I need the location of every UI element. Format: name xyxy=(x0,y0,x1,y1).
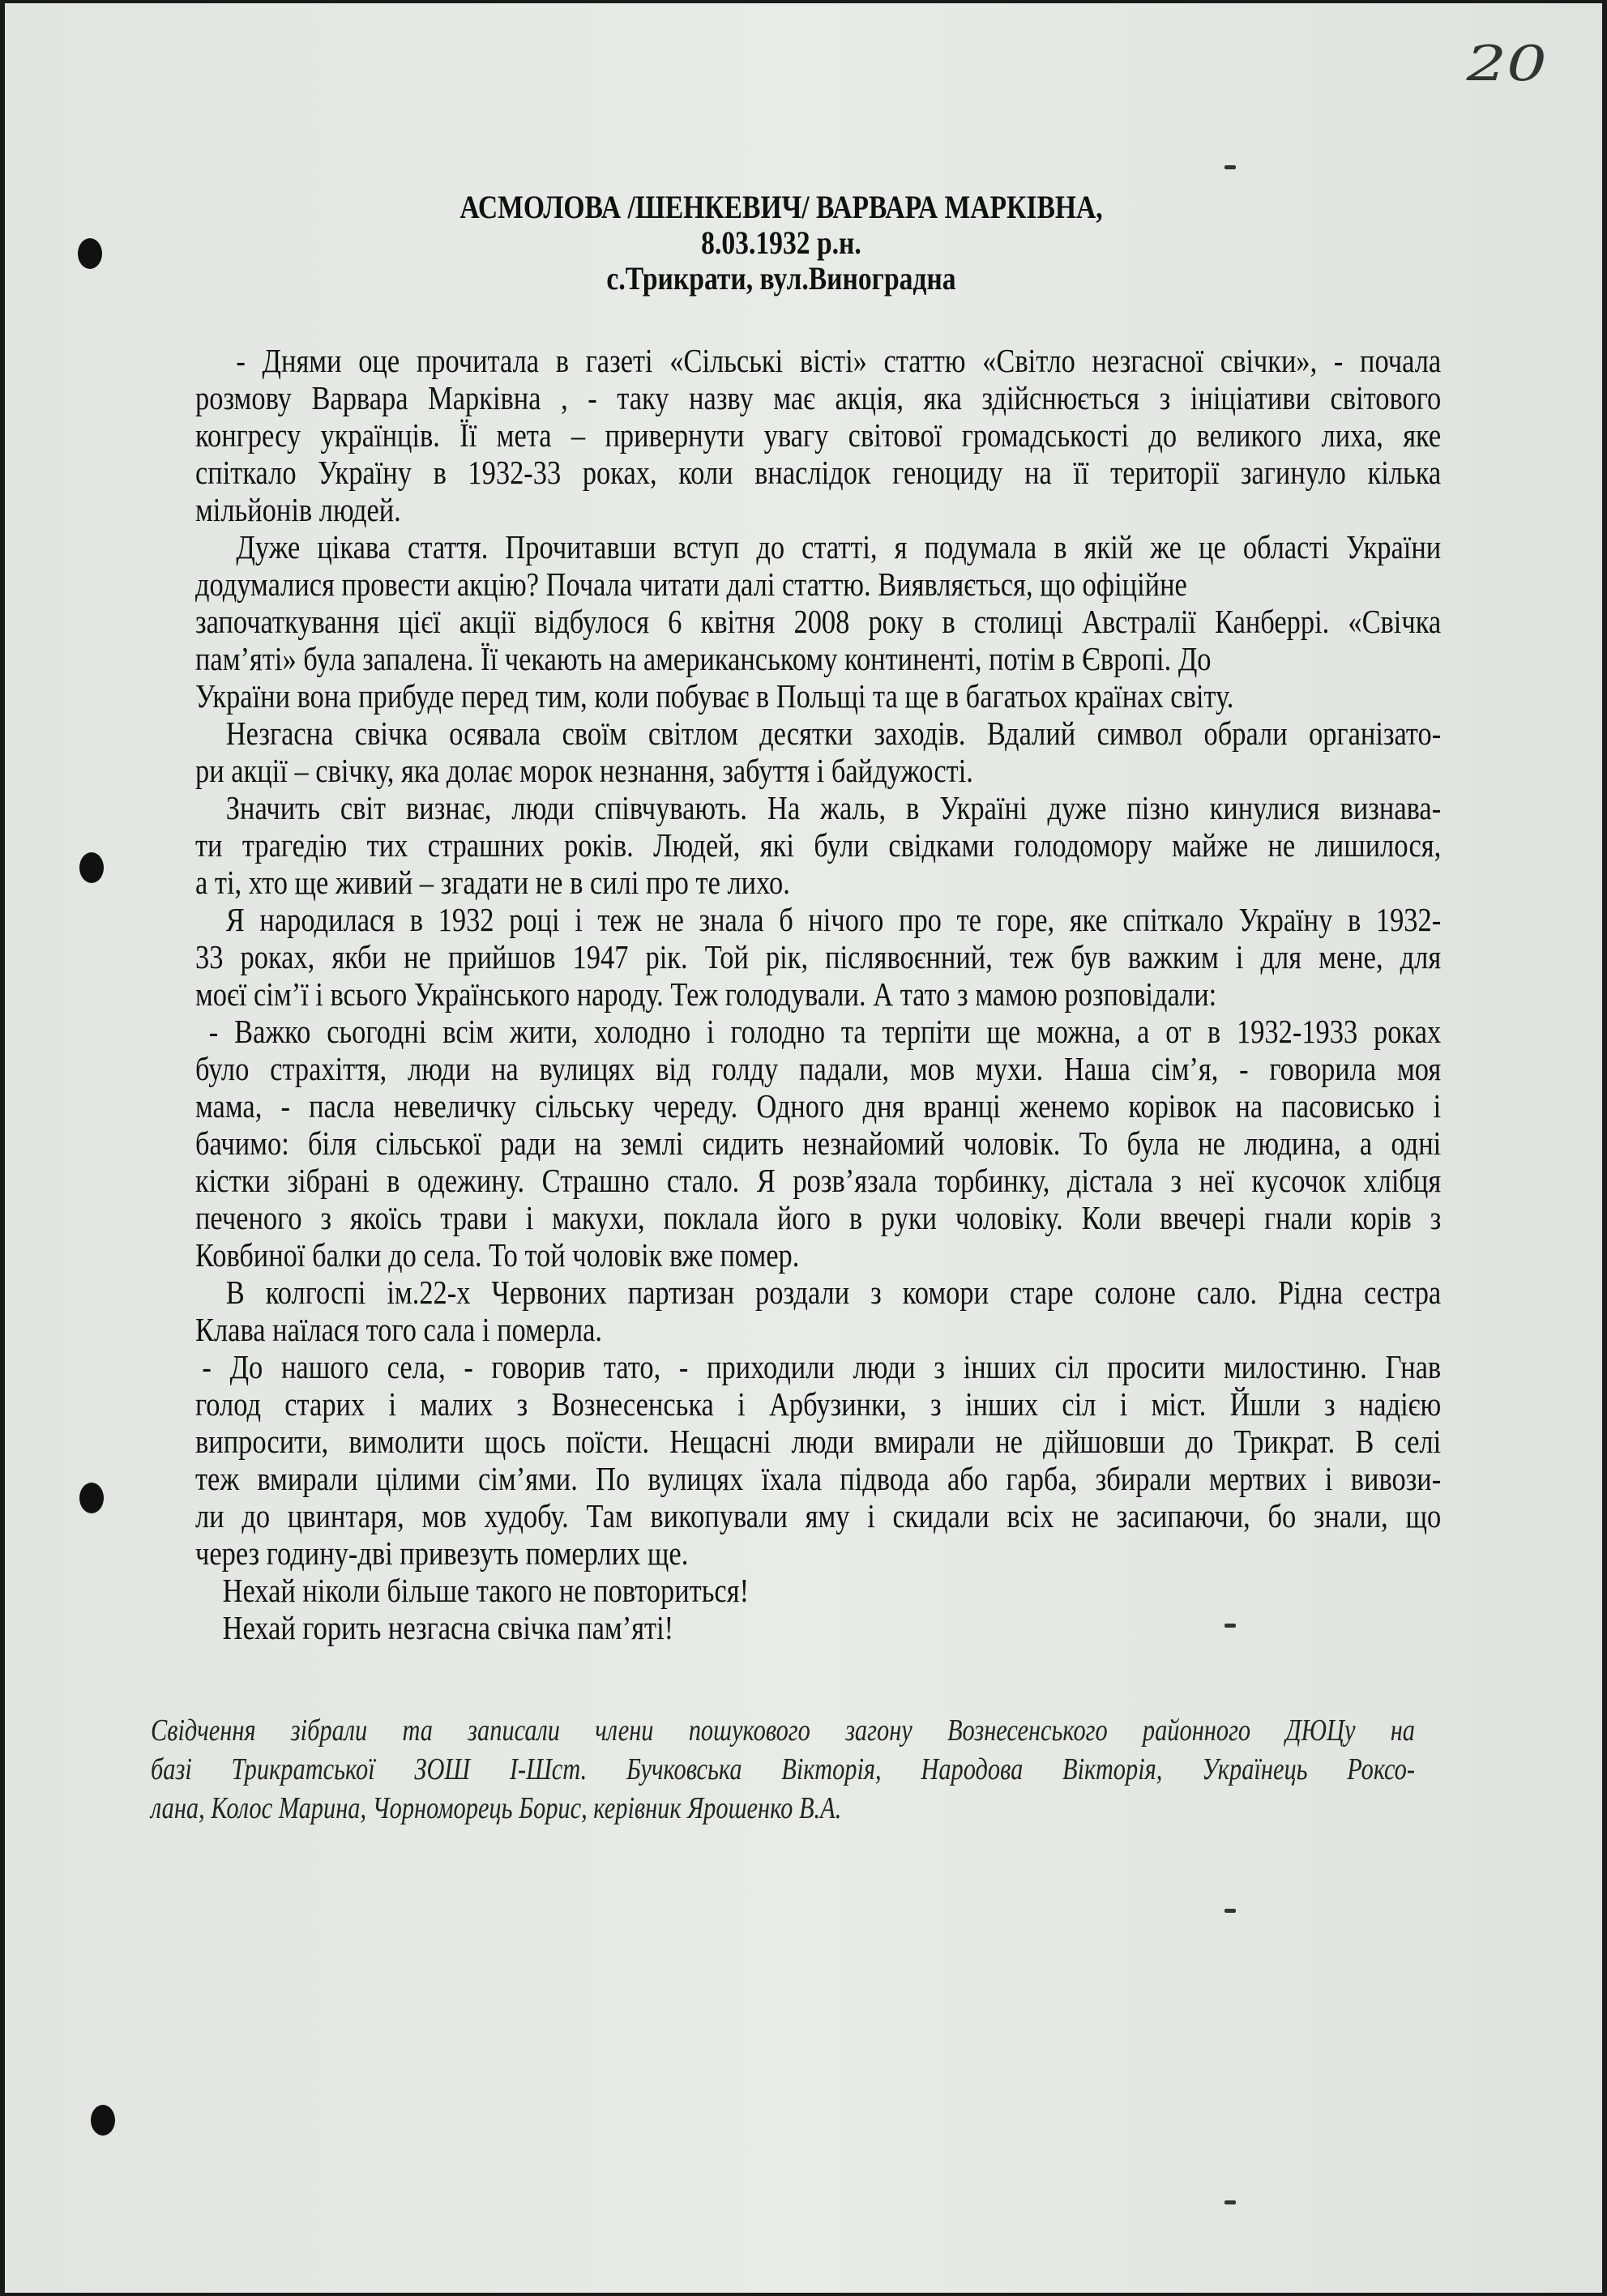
note-line: лана, Колос Марина, Чорноморець Борис, керівник Ярошенко В.А. xyxy=(151,1791,842,1825)
text-line: додумалися провести акцію? Почала читати далі статтю. Виявляється, що офіційне xyxy=(195,565,1187,603)
text-line: Клава наїлася того сала і померла. xyxy=(195,1311,603,1348)
text-line: Нехай горить незгасна свічка пам’яті! xyxy=(222,1609,674,1646)
text-line: В колгоспі ім.22-х Червоних партизан роздали з комори старе солоне сало. Рідна сестра xyxy=(225,1274,1442,1311)
punch-hole xyxy=(79,1483,104,1513)
text-line: Я народилася в 1932 році і теж не знала б нічого про те горе, яке спіткало Україну в 1932- xyxy=(225,901,1442,938)
text-line: ли до цвинтаря, мов худобу. Там викопували яму і скидали всіх не засипаючи, бо знали, що xyxy=(195,1497,1442,1534)
text-line: Дуже цікава стаття. Прочитавши вступ до статті, я подумала в якій же це області України xyxy=(236,528,1442,565)
text-line: Значить світ визнає, люди співчувають. На жаль, в Україні дуже пізно кинулися визнава- xyxy=(225,789,1442,826)
punch-hole xyxy=(79,852,104,883)
text-line: випросити, вимолити щось поїсти. Нещасні люди вмирали не дійшовши до Трикрат. В селі xyxy=(195,1423,1442,1460)
address: с.Трикрати, вул.Виноградна xyxy=(606,260,956,297)
text-line: - До нашого села, - говорив тато, - приходили люди з інших сіл просити милостиню. Гнав xyxy=(202,1348,1442,1385)
text-line: - Важко сьогодні всім жити, холодно і голодно та терпіти ще можна, а от в 1932-1933 роках xyxy=(208,1013,1442,1050)
scan-mark xyxy=(1224,1909,1236,1913)
text-line: моєї сім’ї і всього Українського народу. Теж голодували. А тато з мамою розповідали: xyxy=(195,975,1217,1013)
text-line: - Днями оце прочитала в газеті «Сільські вісті» статтю «Світло незгасної свічки», - почала xyxy=(236,342,1442,379)
punch-hole xyxy=(78,238,102,269)
text-line: 33 роках, якби не прийшов 1947 рік. Той рік, післявоєнний, теж був важким і для мене, для xyxy=(195,938,1442,975)
punch-hole xyxy=(91,2105,115,2136)
text-line: України вона прибуде перед тим, коли побуває в Польщі та ще в багатьох країнах світу. xyxy=(195,677,1234,715)
birth-date: 8.03.1932 р.н. xyxy=(701,224,861,261)
text-line: Ковбиної балки до села. То той чоловік вже помер. xyxy=(195,1236,800,1274)
text-line: печеного з якоїсь трави і макухи, поклала його в руки чоловіку. Коли ввечері гнали корів з xyxy=(195,1199,1442,1236)
text-line: бачимо: біля сільської ради на землі сидить незнайомий чоловік. То була не людина, а одні xyxy=(195,1125,1442,1162)
text-line: мільйонів людей. xyxy=(195,491,401,528)
note-line: Свідчення зібрали та записали члени пошукового загону Вознесенського районного ДЮЦу на xyxy=(151,1713,1415,1748)
text-line: Нехай ніколи більше такого не повториться! xyxy=(222,1572,750,1609)
text-line: ри акції – свічку, яка долає морок незнання, забуття і байдужості. xyxy=(195,752,973,789)
scan-mark xyxy=(1224,2200,1236,2204)
text-line: мама, - пасла невеличку сільську череду. Одного дня вранці женемо корівок на пасовисько і xyxy=(195,1087,1442,1125)
text-line: спіткало Україну в 1932-33 роках, коли внаслідок геноциду на її території загинуло кілька xyxy=(195,454,1442,491)
testimony-text xyxy=(195,342,1441,1646)
text-line: пам’яті» була запалена. Її чекають на американському континенті, потім в Європі. До xyxy=(195,640,1212,677)
text-line: кістки зібрані в одежину. Страшно стало. Я розв’язала торбинку, дістала з неї кусочок хлібця xyxy=(195,1162,1442,1199)
text-line: започаткування цієї акції відбулося 6 квітня 2008 року в столиці Австралії Канберрі. «Свічка xyxy=(195,603,1442,640)
text-line: конгресу українців. Її мета – привернути увагу світової громадськості до великого лиха, яке xyxy=(195,416,1442,454)
collectors-note xyxy=(151,1711,1415,1828)
text-line: розмову Варвара Марківна , - таку назву має акція, яка здійснюється з ініціативи світового xyxy=(195,379,1442,416)
text-line: було страхіття, люди на вулицях від голду падали, мов мухи. Наша сім’я, - говорила моя xyxy=(195,1050,1442,1087)
document-page xyxy=(5,3,1602,2293)
handwritten-page-number: 20 xyxy=(1466,36,1547,92)
text-line: а ті, хто ще живий – згадати не в силі про те лихо. xyxy=(195,864,790,901)
text-line: Незгасна свічка осявала своїм світлом десятки заходів. Вдалий символ обрали організато- xyxy=(225,715,1442,752)
person-name-heading: АСМОЛОВА /ШЕНКЕВИЧ/ ВАРВАРА МАРКІВНА, xyxy=(459,189,1103,225)
note-line: базі Трикратської ЗОШ І-Шст. Бучковська Вікторія, Народова Вікторія, Українець Роксо- xyxy=(151,1752,1415,1786)
text-line: голод старих і малих з Вознесенська і Арбузинки, з інших сіл і міст. Йшли з надією xyxy=(195,1385,1442,1423)
text-line: теж вмирали цілими сім’ями. По вулицях їхала підвода або гарба, збирали мертвих і вивози- xyxy=(195,1460,1442,1497)
text-line: через годину-дві привезуть померлих ще. xyxy=(195,1534,689,1572)
scan-mark xyxy=(1224,165,1236,169)
text-line: ти трагедію тих страшних років. Людей, які були свідками голодомору майже не лишилося, xyxy=(195,826,1442,864)
